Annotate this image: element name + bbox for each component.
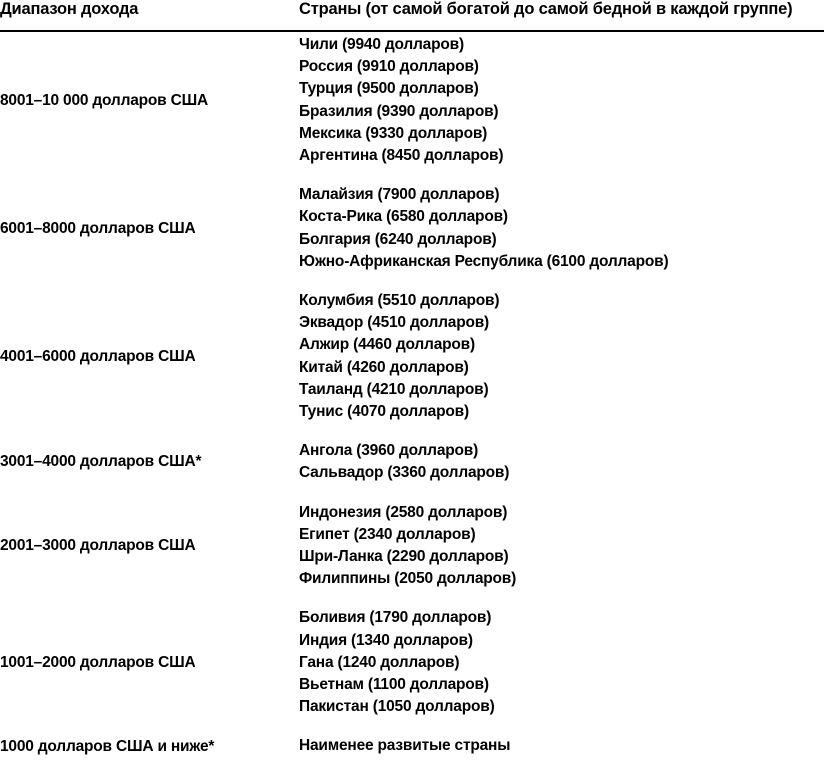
country-item: Коста-Рика (6580 долларов): [299, 208, 508, 226]
country-item: Наименее развитые страны: [299, 737, 511, 755]
header-countries: Страны (от самой богатой до самой бедной в каждой группе): [299, 0, 793, 18]
country-item: Ангола (3960 долларов): [299, 442, 479, 460]
group-separator: [0, 718, 824, 735]
country-item: Россия (9910 долларов): [299, 58, 479, 76]
income-range-cell: 1000 долларов США и ниже*: [0, 737, 215, 755]
country-item: Мексика (9330 долларов): [299, 124, 488, 142]
country-item: Чили (9940 долларов): [299, 36, 464, 53]
income-range-cell: 4001–6000 долларов США: [0, 347, 196, 365]
table-body: [0, 32, 824, 758]
table-row: [0, 502, 824, 591]
country-item: Колумбия (5510 долларов): [299, 292, 500, 310]
country-item: Филиппины (2050 долларов): [299, 570, 517, 588]
country-item: Гана (1240 долларов): [299, 653, 460, 671]
income-range-cell: 3001–4000 долларов США*: [0, 453, 202, 471]
countries-cell: [299, 735, 824, 757]
country-item: Китай (4260 долларов): [299, 358, 469, 376]
table-row: [0, 34, 824, 167]
table-header: [0, 0, 824, 32]
header-income-range: Диапазон дохода: [0, 0, 139, 18]
group-separator: [0, 273, 824, 290]
table-row: [0, 290, 824, 423]
country-item: Индонезия (2580 долларов): [299, 503, 508, 521]
country-item: Вьетнам (1100 долларов): [299, 676, 489, 694]
country-item: Аргентина (8450 долларов): [299, 147, 504, 165]
country-item: Бразилия (9390 долларов): [299, 102, 499, 120]
country-item: Эквадор (4510 долларов): [299, 314, 490, 332]
country-item: Пакистан (1050 долларов): [299, 698, 495, 716]
country-item: Тунис (4070 долларов): [299, 403, 469, 421]
countries-cell: [299, 290, 824, 423]
country-item: Египет (2340 долларов): [299, 525, 476, 543]
country-item: Сальвадор (3360 долларов): [299, 464, 510, 482]
countries-cell: [299, 607, 824, 718]
countries-cell: [299, 502, 824, 591]
group-separator: [0, 485, 824, 502]
country-item: Таиланд (4210 долларов): [299, 380, 489, 398]
country-item: Боливия (1790 долларов): [299, 609, 492, 627]
table-row: [0, 440, 824, 484]
income-range-cell: 2001–3000 долларов США: [0, 537, 196, 555]
table-row: [0, 607, 824, 718]
countries-cell: [299, 34, 824, 167]
country-item: Малайзия (7900 долларов): [299, 186, 500, 204]
countries-cell: [299, 184, 824, 273]
income-range-cell: 1001–2000 долларов США: [0, 653, 196, 671]
group-separator: [0, 423, 824, 440]
income-range-cell: 6001–8000 долларов США: [0, 219, 196, 237]
country-item: Южно-Африканская Республика (6100 долларов): [299, 252, 669, 270]
countries-cell: [299, 440, 824, 484]
country-item: Индия (1340 долларов): [299, 631, 473, 649]
country-item: Турция (9500 долларов): [299, 80, 479, 98]
country-item: Болгария (6240 долларов): [299, 230, 497, 248]
table-row: [0, 184, 824, 273]
group-separator: [0, 167, 824, 184]
table-row: [0, 735, 824, 757]
group-separator: [0, 590, 824, 607]
country-item: Алжир (4460 долларов): [299, 336, 475, 354]
country-item: Шри-Ланка (2290 долларов): [299, 548, 509, 566]
income-range-cell: 8001–10 000 долларов США: [0, 91, 208, 109]
